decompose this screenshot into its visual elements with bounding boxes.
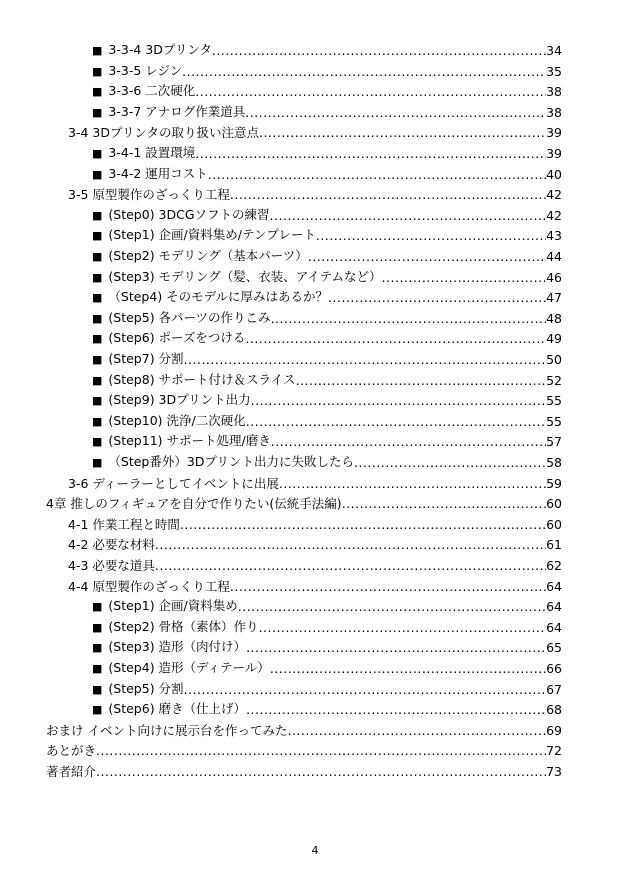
toc-entry-title: (Step5) 各パーツの作りこみ [108,309,271,325]
toc-dot-leader [96,743,546,759]
toc-entry-title: おまけ イベント向けに展示台を作ってみた [46,722,288,738]
toc-entry-title: 3-4 3Dプリンタの取り扱い注意点 [68,125,259,141]
toc-dot-leader [245,105,546,121]
bullet-square-icon: ■ [92,291,103,305]
toc-entry-title: 4章 推しのフィギュアを自分で作りたい(伝統手法編) [46,496,342,512]
toc-entry-label [68,579,230,595]
toc-entry-page: 44 [546,249,562,264]
bullet-square-icon: ■ [92,147,103,160]
toc-entry-label [92,289,328,306]
bullet-square-icon: ■ [92,435,103,449]
toc-entry-label [92,330,245,347]
toc-entry-label [92,269,382,286]
toc-entry-page: 64 [546,619,562,635]
toc-entry-label [92,310,271,327]
toc-entry-label [92,248,308,265]
toc-dot-leader [342,496,546,512]
toc-entry-page: 60 [546,516,562,532]
toc-entry [92,369,562,389]
toc-dot-leader [270,661,546,677]
toc-entry-label [92,413,246,430]
bullet-square-icon: ■ [92,682,103,696]
toc-entry-label [92,227,316,244]
toc-dot-leader [245,331,546,347]
toc-entry-page: 47 [546,290,562,306]
toc-entry-label [92,351,184,368]
toc-entry-label [92,619,259,636]
toc-dot-leader [246,414,546,430]
toc-entry [92,451,562,471]
toc-entry [46,719,562,739]
toc-entry [46,760,562,780]
toc-entry [68,533,562,553]
toc-entry-label [68,558,155,574]
bullet-square-icon: ■ [92,167,103,181]
toc-entry [92,60,562,80]
toc-entry-title: 3-4-1 設置環境 [108,145,196,160]
toc-entry [92,410,562,430]
page-number: 4 [311,844,319,857]
toc-entry-title: (Step4) 造形（ディテール） [108,660,270,675]
toc-dot-leader [259,125,546,141]
toc-entry-label [68,517,180,533]
toc-entry-label [92,639,246,656]
toc-entry [92,142,562,162]
toc-entry-label [68,476,279,492]
toc-entry-page: 39 [546,146,562,161]
toc-dot-leader [382,270,547,286]
toc-entry-page: 57 [546,434,562,450]
toc-entry-title: (Step9) 3Dプリント出力 [108,392,251,408]
toc-entry-page: 68 [546,702,562,718]
toc-entry [92,595,562,615]
toc-dot-leader [246,702,546,718]
bullet-square-icon: ■ [92,703,103,717]
toc-dot-leader [230,187,546,203]
toc-dot-leader [316,228,546,244]
toc-entry-page: 72 [546,743,562,759]
toc-dot-leader [271,434,546,450]
toc-entry-page: 64 [546,578,562,594]
toc-entry [92,327,562,347]
toc-entry-title: （Step番外）3Dプリント出力に失敗したら [108,454,354,469]
toc-entry [92,286,562,306]
toc-entry-title: 3-3-4 3Dプリンタ [108,42,212,57]
toc-entry [68,575,562,595]
toc-entry-label [92,83,195,100]
toc-entry-label [68,537,155,553]
toc-entry [92,657,562,677]
toc-entry-label [46,496,342,512]
toc-entry-title: (Step0) 3DCGソフトの練習 [108,206,270,222]
toc-entry [92,204,562,224]
toc-entry-title: (Step2) 骨格（素体）作り [108,618,259,634]
toc-entry [92,101,562,121]
toc-entry-page: 52 [546,372,562,388]
toc-dot-leader [195,84,546,100]
toc-entry [92,636,562,656]
toc-entry [68,554,562,574]
toc-entry-label [92,104,245,121]
toc-dot-leader [184,682,547,698]
toc-entry [92,39,562,59]
toc-dot-leader [96,764,546,780]
toc-entry-title: (Step3) モデリング（髪、衣装、アイテムなど） [108,268,382,284]
toc-entry [92,430,562,450]
bullet-square-icon: ■ [92,641,103,655]
toc-dot-leader [279,476,546,492]
toc-entry-page: 35 [546,63,562,79]
toc-entry-title: (Step1) 企画/資料集め [108,598,238,614]
toc-entry-page: 59 [546,475,562,491]
bullet-square-icon: ■ [92,373,103,387]
toc-entry [92,245,562,265]
toc-entry-title: 著者紹介 [46,764,97,779]
bullet-square-icon: ■ [92,105,103,119]
toc-entry-label [68,187,230,203]
toc-dot-leader [182,64,546,80]
toc-dot-leader [296,373,547,389]
toc-entry-page: 48 [546,310,562,326]
toc-entry-label [92,145,195,162]
toc-entry-page: 58 [546,455,562,470]
toc-entry-page: 65 [546,640,562,656]
toc-entry-page: 50 [546,352,562,367]
bullet-square-icon: ■ [92,270,103,284]
toc-entry [92,698,562,718]
toc-entry [68,513,562,533]
toc-entry-label [92,166,208,183]
toc-entry [92,224,562,244]
toc-entry-title: 4-1 作業工程と時間 [68,516,180,532]
bullet-square-icon: ■ [92,229,103,243]
bullet-square-icon: ■ [92,414,103,428]
toc-entry-page: 38 [546,104,562,120]
toc-dot-leader [238,599,546,615]
toc-entry-label [92,454,354,471]
toc-entry-title: (Step3) 造形（肉付け） [108,639,247,655]
bullet-square-icon: ■ [92,44,103,57]
toc-entry [92,348,562,368]
toc-entry [92,389,562,409]
bullet-square-icon: ■ [92,394,103,408]
toc-entry-label [92,207,270,224]
toc-dot-leader [270,208,547,224]
toc-dot-leader [212,43,546,59]
toc-entry-title: 4-3 必要な道具 [68,558,155,573]
toc-entry [92,266,562,286]
toc-entry-page: 62 [546,558,562,573]
toc-entry-label [46,743,96,759]
toc-entry-page: 39 [546,125,562,141]
toc-dot-leader [328,290,546,306]
toc-dot-leader [287,723,546,739]
toc-entry-page: 69 [546,722,562,738]
bullet-square-icon: ■ [92,64,103,78]
bullet-square-icon: ■ [92,600,103,614]
toc-entry-title: 3-3-5 レジン [108,62,183,78]
toc-entry-page: 38 [546,84,562,100]
toc-entry-label [92,433,271,450]
toc-entry [92,616,562,636]
toc-entry-title: 4-2 必要な材料 [68,537,155,553]
bullet-square-icon: ■ [92,311,103,325]
bullet-square-icon: ■ [92,208,103,222]
toc-dot-leader [180,517,546,533]
toc-entry-label [46,723,287,739]
toc-entry-title: 4-4 原型製作のざっくり工程 [68,578,230,594]
toc-entry-page: 42 [546,187,562,203]
toc-dot-leader [354,455,546,471]
toc-entry-title: 3-3-6 二次硬化 [108,83,196,99]
toc-entry-page: 60 [546,496,562,512]
toc-entry-page: 42 [546,207,562,223]
toc-entry-label [92,701,246,718]
toc-entry-title: 3-3-7 アナログ作業道具 [108,103,246,119]
toc-entry-title: (Step11) サポート処理/磨き [108,433,271,449]
toc-dot-leader [208,167,546,183]
toc-entry-title: (Step6) ポーズをつける [108,330,246,346]
toc-entry-page: 64 [546,599,562,615]
toc-entry-label [92,660,270,677]
toc-entry-label [92,372,296,389]
toc-entry [46,492,562,512]
toc-entry-title: (Step2) モデリング（基本パーツ） [108,248,308,263]
toc-dot-leader [308,249,546,265]
toc-entry-title: あとがき [46,743,97,759]
toc-dot-leader [184,352,547,368]
toc-dot-leader [230,579,546,595]
bullet-square-icon: ■ [92,456,103,469]
toc-entry-label [92,392,251,409]
toc-dot-leader [251,393,546,409]
toc-entry-label [68,125,259,141]
toc-entry [92,678,562,698]
toc-entry-page: 34 [546,43,562,58]
toc-entry [92,307,562,327]
bullet-square-icon: ■ [92,85,103,99]
toc-entry-title: (Step1) 企画/資料集め/テンプレート [108,227,316,243]
toc-entry [46,739,562,759]
toc-entry-page: 66 [546,661,562,676]
toc-entry-page: 46 [546,269,562,285]
toc-entry-page: 61 [546,537,562,553]
toc-entry-page: 49 [546,331,562,347]
bullet-square-icon: ■ [92,332,103,346]
toc-entry-label [92,681,184,698]
toc-entry-page: 43 [546,228,562,244]
toc-entry-title: (Step5) 分割 [108,680,184,696]
toc-entry-page: 67 [546,681,562,697]
toc-entry-title: 3-6 ディーラーとしてイベントに出展 [68,475,279,491]
toc-dot-leader [155,558,546,574]
toc-entry-title: (Step7) 分割 [108,351,184,366]
toc-entry-label [92,598,238,615]
toc-entry [92,80,562,100]
toc-entry-page: 55 [546,413,562,429]
toc-entry [68,121,562,141]
bullet-square-icon: ■ [92,250,103,263]
toc-entry-title: 3-4-2 運用コスト [108,165,208,181]
bullet-square-icon: ■ [92,353,103,366]
toc-entry-page: 73 [546,764,562,779]
toc-entry-title: （Step4) そのモデルに厚みはあるか？ [108,289,329,305]
toc-entry-label [92,42,212,59]
toc-entry-label [46,764,96,780]
bullet-square-icon: ■ [92,620,103,634]
toc-dot-leader [246,640,546,656]
toc-entry-page: 55 [546,393,562,409]
bullet-square-icon: ■ [92,662,103,675]
toc-dot-leader [155,537,546,553]
toc-dot-leader [271,311,547,327]
toc-entry [68,472,562,492]
toc-entry-title: (Step6) 磨き（仕上げ） [108,701,247,717]
toc-entry-label [92,63,182,80]
toc-entry-title: (Step8) サポート付け＆スライス [108,371,296,387]
toc-entry-title: 3-5 原型製作のざっくり工程 [68,187,230,203]
toc-entry [68,183,562,203]
toc-entry-page: 40 [546,166,562,182]
toc-dot-leader [259,620,547,636]
toc-dot-leader [195,146,546,162]
toc-entry [92,163,562,183]
toc-entry-title: (Step10) 洗浄/二次硬化 [108,412,246,428]
